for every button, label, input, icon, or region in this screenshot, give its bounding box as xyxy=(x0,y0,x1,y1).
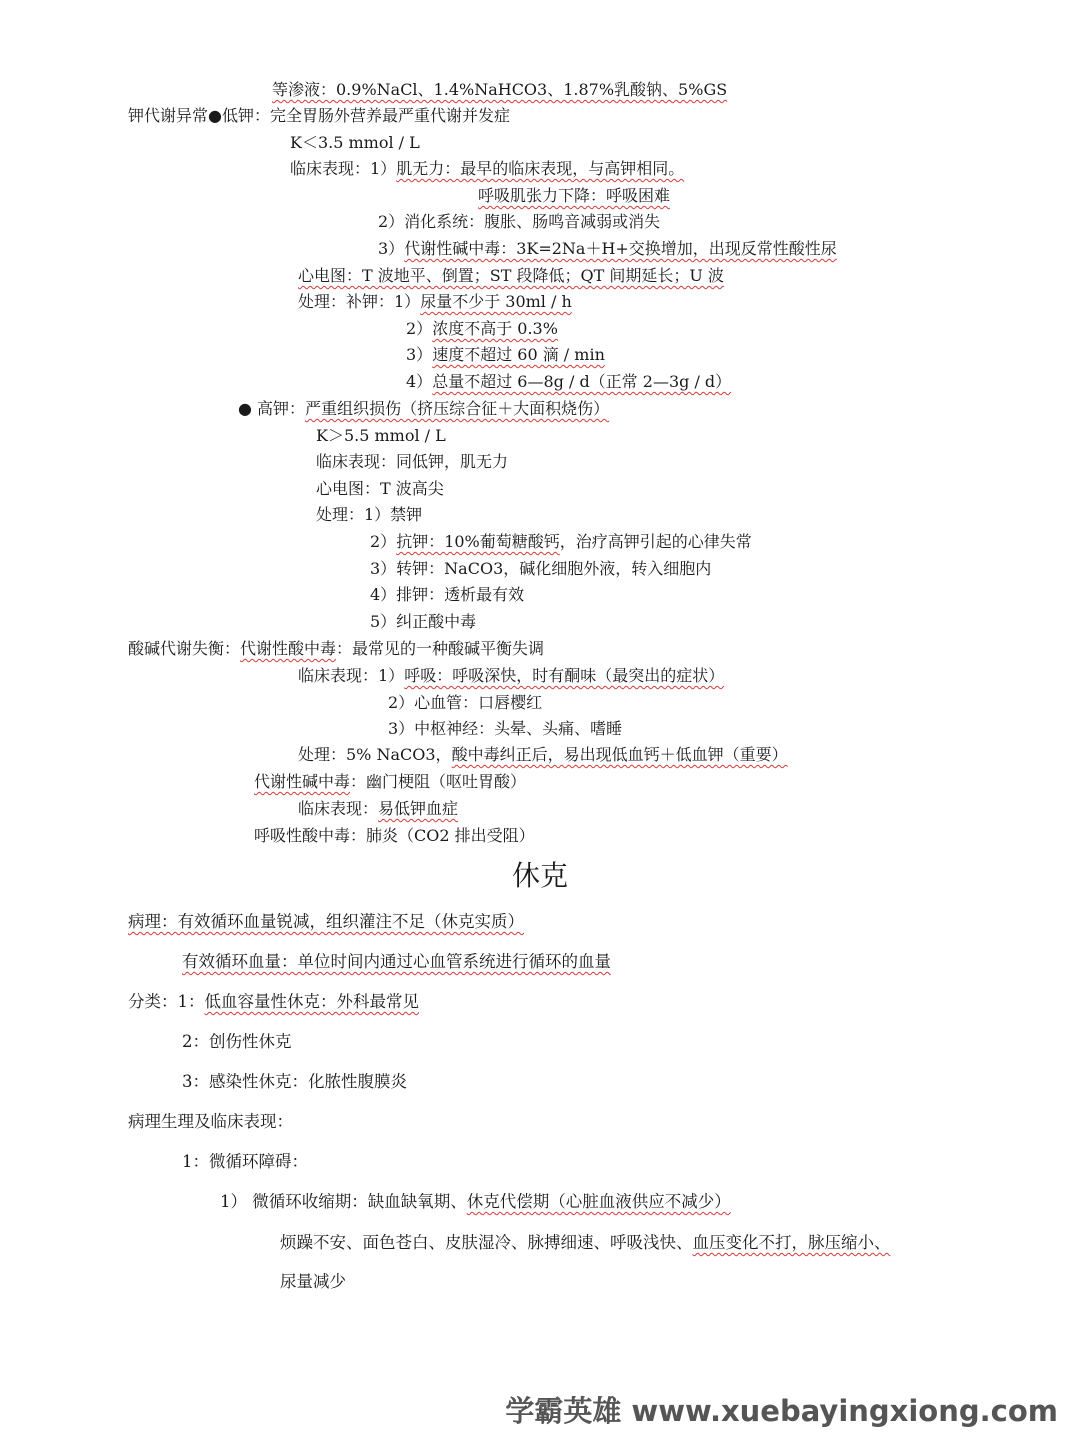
line-contraction-phase: 1） 微循环收缩期：缺血缺氧期、休克代偿期（心脏血液供应不减少） xyxy=(220,1192,731,1211)
line-acidosis-clinical-3: 3）中枢神经：头晕、头痛、嗜睡 xyxy=(388,719,623,738)
line-treat-1: 处理：补钾：1）尿量不少于 30ml / h xyxy=(298,292,572,311)
line-classification-1: 分类：1：低血容量性休克：外科最常见 xyxy=(128,992,419,1011)
line-microcirculation: 1：微循环障碍： xyxy=(182,1152,308,1171)
watermark: 学霸英雄 www.xuebayingxiong.com xyxy=(505,1394,1058,1428)
line-k-high: K＞5.5 mmol / L xyxy=(316,426,446,445)
line-urine: 尿量减少 xyxy=(280,1272,346,1291)
line-hyperkalemia: ● 高钾：严重组织损伤（挤压综合征＋大面积烧伤） xyxy=(238,399,610,418)
line-pathophysiology: 病理生理及临床表现： xyxy=(128,1112,293,1131)
line-alkalosis-clinical: 临床表现：易低钾血症 xyxy=(298,799,459,818)
line-symptoms: 烦躁不安、面色苍白、皮肤湿冷、脉搏细速、呼吸浅快、血压变化不打，脉压缩小、 xyxy=(280,1233,891,1252)
line-resp-acidosis: 呼吸性酸中毒：肺炎（CO2 排出受阻） xyxy=(254,826,535,845)
line-effective-volume: 有效循环血量：单位时间内通过心血管系统进行循环的血量 xyxy=(182,952,611,971)
line-treat-high-5: 5）纠正酸中毒 xyxy=(370,612,477,631)
line-treat-high-3: 3）转钾：NaCO3，碱化细胞外液，转入细胞内 xyxy=(370,559,712,578)
line-treat-3: 3）速度不超过 60 滴 / min xyxy=(406,345,605,364)
line-acid-base: 酸碱代谢失衡：代谢性酸中毒：最常见的一种酸碱平衡失调 xyxy=(128,639,545,658)
line-shock-pathology: 病理：有效循环血量锐减，组织灌注不足（休克实质） xyxy=(128,912,524,931)
line-met-alkalosis: 代谢性碱中毒：幽门梗阻（呕吐胃酸） xyxy=(254,772,527,791)
line-clinical-high: 临床表现：同低钾，肌无力 xyxy=(316,452,509,471)
line-treat-high-1: 处理：1）禁钾 xyxy=(316,505,423,524)
line-ecg-low: 心电图：T 波地平、倒置；ST 段降低；QT 间期延长；U 波 xyxy=(298,266,724,285)
line-acidosis-clinical-1: 临床表现：1）呼吸：呼吸深快，时有酮味（最突出的症状） xyxy=(298,666,725,685)
line-treat-4: 4）总量不超过 6—8g / d（正常 2—3g / d） xyxy=(406,372,732,391)
line-alkalosis: 3）代谢性碱中毒：3K=2Na＋H+交换增加，出现反常性酸性尿 xyxy=(378,239,837,258)
line-classification-3: 3：感染性休克：化脓性腹膜炎 xyxy=(182,1072,407,1091)
line-classification-2: 2：创伤性休克 xyxy=(182,1032,292,1051)
line-resp-muscle: 呼吸肌张力下降：呼吸困难 xyxy=(478,186,671,205)
line-hypokalemia: 钾代谢异常●低钾：完全胃肠外营养最严重代谢并发症 xyxy=(128,106,510,125)
line-acidosis-treat: 处理：5% NaCO3，酸中毒纠正后，易出现低血钙＋低血钾（重要） xyxy=(298,745,788,764)
line-clinical-1: 临床表现：1）肌无力：最早的临床表现，与高钾相同。 xyxy=(290,159,685,178)
line-treat-2: 2）浓度不高于 0.3% xyxy=(406,319,558,338)
line-isotonic: 等渗液：0.9%NaCl、1.4%NaHCO3、1.87%乳酸钠、5%GS xyxy=(272,80,728,99)
line-k-low: K＜3.5 mmol / L xyxy=(290,133,420,152)
line-ecg-high: 心电图：T 波高尖 xyxy=(316,479,444,498)
line-treat-high-4: 4）排钾：透析最有效 xyxy=(370,585,525,604)
line-acidosis-clinical-2: 2）心血管：口唇樱红 xyxy=(388,693,543,712)
line-treat-high-2: 2）抗钾：10%葡萄糖酸钙，治疗高钾引起的心律失常 xyxy=(370,532,752,551)
section-title-shock: 休克 xyxy=(511,859,568,892)
line-digestive: 2）消化系统：腹胀、肠鸣音减弱或消失 xyxy=(378,212,661,231)
